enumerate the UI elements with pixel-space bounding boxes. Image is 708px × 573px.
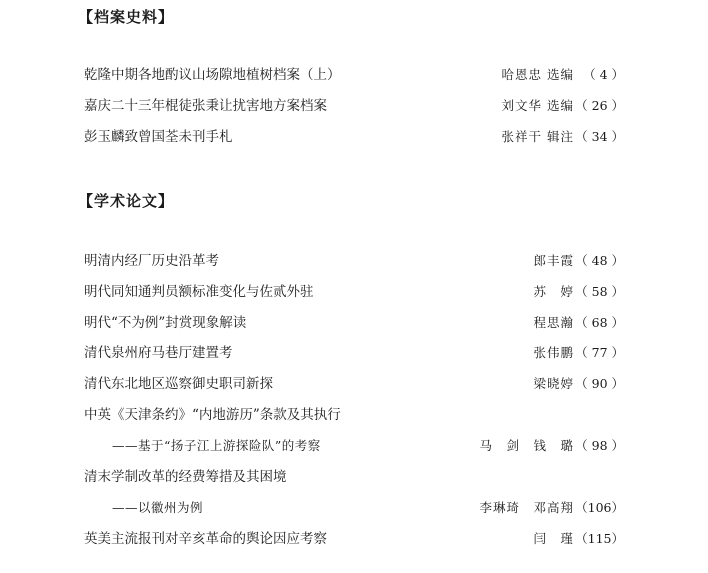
entry-author-page: [479, 435, 624, 457]
toc-entry[interactable]: [84, 95, 624, 117]
entry-author: 闫 瑾: [533, 531, 574, 546]
entry-page: （115）: [575, 531, 624, 546]
toc-entry[interactable]: [84, 342, 624, 364]
entry-title: 明清内经厂历史沿革考: [84, 253, 219, 269]
toc-entry-subtitle[interactable]: [84, 435, 624, 457]
toc-entry[interactable]: [84, 312, 624, 334]
entry-author: 哈恩忠 选编: [501, 67, 574, 82]
toc-entry[interactable]: [84, 373, 624, 395]
entry-page: （ 34 ）: [575, 129, 624, 144]
entry-title: 英美主流报刊对辛亥革命的舆论因应考察: [84, 531, 327, 547]
entry-page: （ 58 ）: [575, 284, 624, 299]
entry-author: 刘文华 选编: [501, 98, 574, 113]
toc-entry[interactable]: [84, 281, 624, 303]
toc-entry[interactable]: [84, 466, 624, 488]
entry-author-page: [533, 281, 624, 303]
toc-entry[interactable]: [84, 250, 624, 272]
toc-entry[interactable]: [84, 64, 624, 86]
entry-author-page: [502, 95, 624, 117]
entry-author: 梁晓婷: [533, 376, 574, 391]
toc-entry-subtitle[interactable]: [84, 497, 624, 519]
entry-subtitle: ——以徽州为例: [112, 500, 204, 515]
entry-author: 张伟鹏: [533, 345, 574, 360]
entry-title: 清代东北地区巡察御史职司新探: [84, 376, 273, 392]
entry-title: 彭玉麟致曾国荃未刊手札: [84, 129, 233, 145]
entry-title: 清末学制改革的经费筹措及其困境: [84, 469, 287, 485]
entry-title: 清代泉州府马巷厅建置考: [84, 345, 233, 361]
toc-entry[interactable]: [84, 126, 624, 148]
entry-author-page: [502, 126, 624, 148]
section-heading-archives: 【档案史料】: [78, 8, 175, 26]
entry-page: （ 98 ）: [575, 438, 624, 453]
entry-author-page: [533, 250, 624, 272]
toc-entry[interactable]: [84, 528, 624, 550]
entry-subtitle: ——基于“扬子江上游探险队”的考察: [112, 438, 321, 453]
entry-author-page: [533, 342, 624, 364]
entry-page: （ 48 ）: [575, 253, 624, 268]
section-heading-papers: 【学术论文】: [78, 192, 175, 210]
entry-author: 苏 婷: [533, 284, 574, 299]
entry-page: （106）: [575, 500, 624, 515]
entry-page: （ 26 ）: [575, 98, 624, 113]
entry-author-page: [533, 528, 624, 550]
entry-author-page: [502, 64, 624, 86]
entry-author: 李琳琦 邓高翔: [479, 500, 574, 515]
toc-entry[interactable]: [84, 404, 624, 426]
entry-title: 乾隆中期各地酌议山场隙地植树档案（上）: [84, 67, 341, 83]
entry-author-page: [479, 497, 624, 519]
entry-title: 明代“不为例”封赏现象解读: [84, 315, 247, 331]
entry-author: 张祥干 辑注: [501, 129, 574, 144]
entry-author: 程思瀚: [533, 315, 574, 330]
entry-author: 郎丰霞: [533, 253, 574, 268]
entry-title: 嘉庆二十三年棍徒张秉让扰害地方案档案: [84, 98, 327, 114]
entry-author-page: [533, 312, 624, 334]
entry-author-page: [533, 373, 624, 395]
entry-page: （ 4 ）: [583, 67, 624, 82]
entry-title: 明代同知通判员额标准变化与佐贰外驻: [84, 284, 314, 300]
entry-title: 中英《天津条约》“内地游历”条款及其执行: [84, 407, 341, 423]
entry-author: 马 剑 钱 璐: [479, 438, 574, 453]
entry-page: （ 90 ）: [575, 376, 624, 391]
entry-page: （ 77 ）: [575, 345, 624, 360]
entry-page: （ 68 ）: [575, 315, 624, 330]
